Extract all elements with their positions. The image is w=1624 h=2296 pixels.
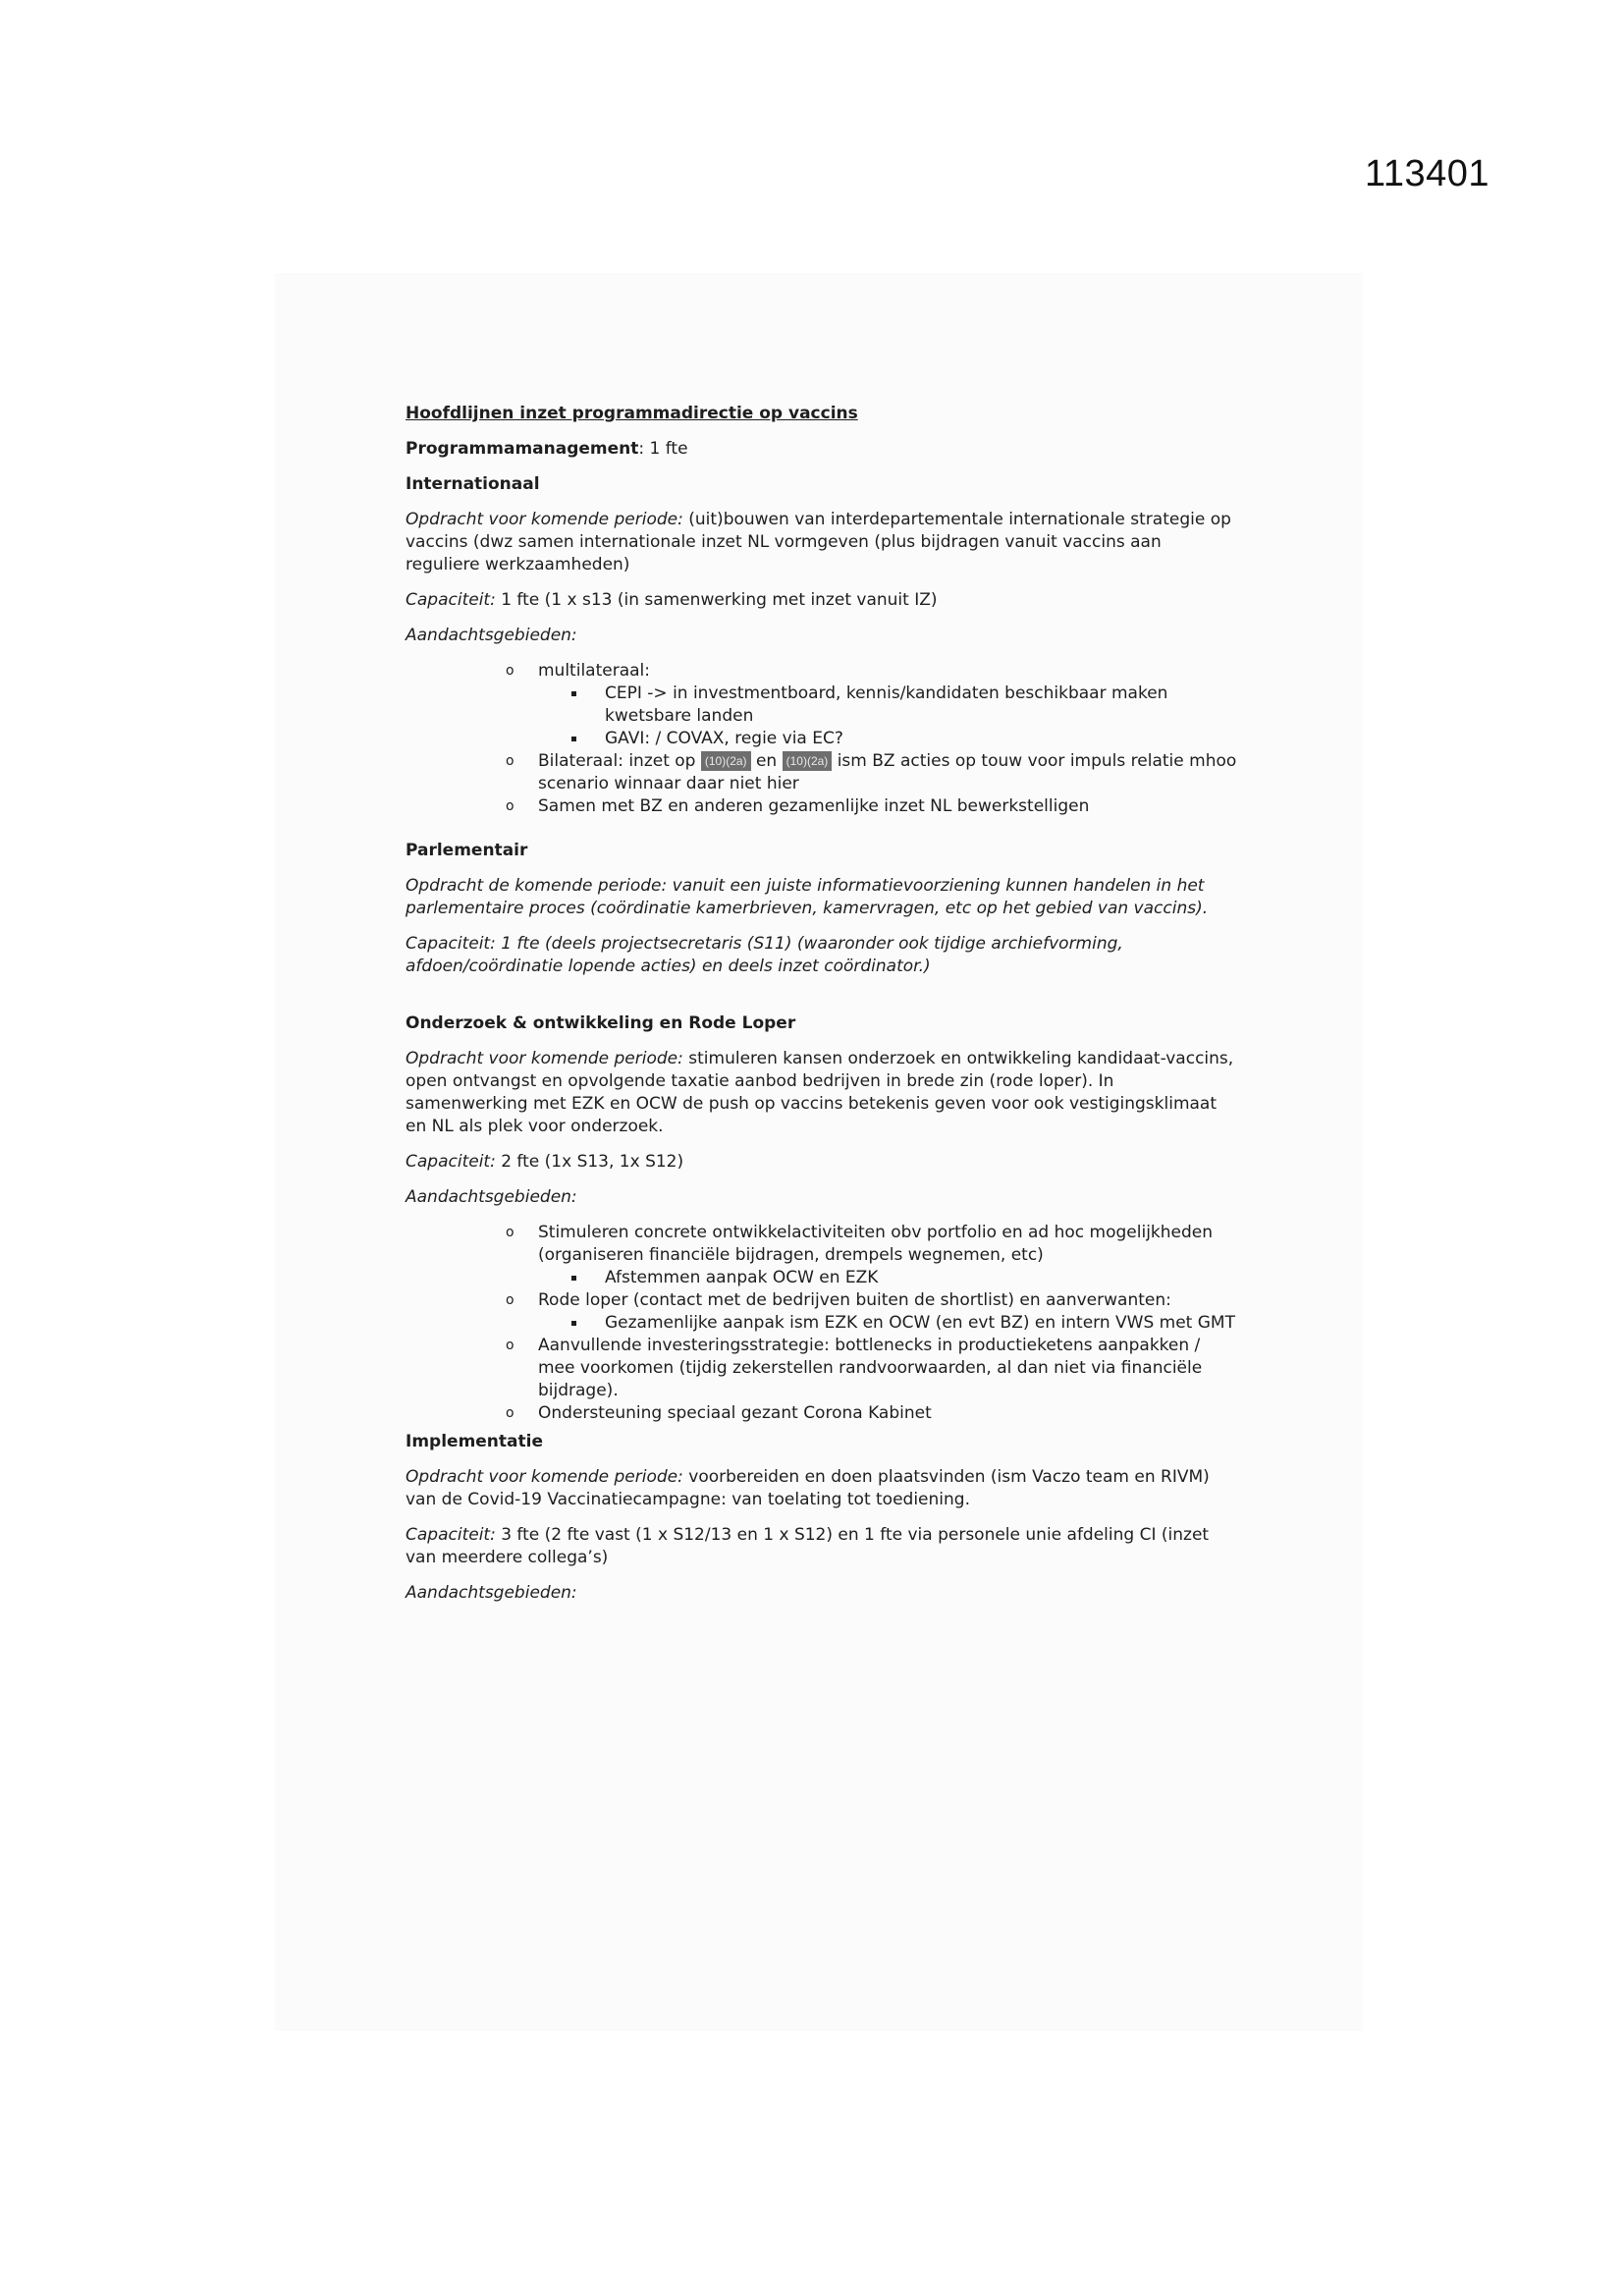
list-item [538,750,1240,795]
list-item [538,660,1240,750]
list-item: o Samen met BZ en anderen gezamenlijke inzet NL bewerkstelligen [538,795,1240,818]
internationaal-capaciteit [406,589,1240,612]
document-title: Hoofdlijnen inzet programmadirectie op vaccins [406,404,858,423]
programmamanagement-value: : 1 fte [638,439,688,459]
internationaal-opdracht [406,509,1240,576]
document-body [406,403,1240,1617]
spacer [406,818,1240,840]
internationaal-heading: Internationaal [406,474,540,494]
onderzoek-list [406,1222,1240,1425]
list-item-text: Rode loper (contact met de bedrijven buiten de shortlist) en aanverwanten: [538,1290,1171,1310]
sub-list-item: CEPI -> in investmentboard, kennis/kandidaten beschikbaar maken kwetsbare landen [605,683,1240,728]
sub-list-item: GAVI: / COVAX, regie via EC? [605,728,1240,750]
implementatie-aandacht-label [406,1582,1240,1605]
list-item-text: multilateraal: [538,661,650,681]
implementatie-opdracht [406,1466,1240,1511]
parlementair-opdracht [406,875,1240,920]
parlementair-capaciteit [406,933,1240,978]
sub-list [538,1267,1240,1289]
list-item-text: Bilateraal: inzet op [538,751,701,771]
onderzoek-heading: Onderzoek & ontwikkeling en Rode Loper [406,1013,796,1033]
opdracht-text: stimuleren kansen onderzoek en ontwikkeling kandidaat-vaccins, open ontvangst en opvolgende taxatie aanbod bedrijven in brede zin (rode loper). In samenwerking met EZK en OCW de push op vaccins betekenis geven voor ook vestigingsklimaat en NL als plek voor onderzoek. [406,1049,1234,1136]
list-item-text: en [750,751,783,771]
sub-list [538,1312,1240,1335]
implementatie-capaciteit [406,1524,1240,1569]
list-item: o Ondersteuning speciaal gezant Corona Kabinet [538,1402,1240,1425]
capaciteit-text: 1 fte (1 x s13 (in samenwerking met inzet vanuit IZ) [495,590,938,610]
aandacht-label-text: Aandachtsgebieden: [406,1187,577,1207]
redaction-box: (10)(2a) [701,751,751,771]
opdracht-label: Opdracht voor komende periode: [406,510,683,529]
capaciteit-text: 3 fte (2 fte vast (1 x S12/13 en 1 x S12) en 1 fte via personele unie afdeling CI (inzet van meerdere collega’s) [406,1525,1210,1567]
list-item-text: ism BZ acties op touw voor impuls relatie mhoo scenario winnaar daar niet hier [538,751,1237,793]
aandacht-label-text: Aandachtsgebieden: [406,1583,577,1603]
sub-list [538,683,1240,750]
aandacht-label-text: Aandachtsgebieden: [406,626,577,645]
list-item [538,1222,1240,1289]
capaciteit-label: Capaciteit: [406,590,496,610]
capaciteit-label: Capaciteit: [406,1525,496,1545]
parlementair-heading: Parlementair [406,841,528,860]
parlementair-opdracht-text: Opdracht de komende periode: vanuit een juiste informatievoorziening kunnen handelen in het parlementaire proces (coördinatie kamerbrieven, kamervragen, etc op het gebied van vaccins). [406,876,1209,918]
programmamanagement-label: Programmamanagement [406,439,639,459]
capaciteit-label: Capaciteit: [406,1152,496,1172]
opdracht-text: (uit)bouwen van interdepartementale internationale strategie op vaccins (dwz samen internationale inzet NL vormgeven (plus bijdragen vanuit vaccins aan reguliere werkzaamheden) [406,510,1231,574]
redaction-box: (10)(2a) [783,751,833,771]
opdracht-text: voorbereiden en doen plaatsvinden (ism Vaczo team en RIVM) van de Covid-19 Vaccinatiecampagne: van toelating tot toediening. [406,1467,1210,1509]
list-item [538,1289,1240,1335]
implementatie-heading: Implementatie [406,1432,543,1451]
internationaal-aandacht-label [406,625,1240,647]
onderzoek-capaciteit [406,1151,1240,1174]
spacer [406,991,1240,1012]
capaciteit-text: 2 fte (1x S13, 1x S12) [495,1152,684,1172]
parlementair-capaciteit-text: Capaciteit: 1 fte (deels projectsecretaris (S11) (waaronder ook tijdige archiefvorming, afdoen/coördinatie lopende acties) en deels inzet coördinator.) [406,934,1123,976]
list-item: o Aanvullende investeringsstrategie: bottlenecks in productieketens aanpakken / mee voorkomen (tijdig zekerstellen randvoorwaarden, al dan niet via financiële bijdrage). [538,1335,1240,1402]
programmamanagement-line [406,438,1240,461]
opdracht-label: Opdracht voor komende periode: [406,1467,683,1487]
onderzoek-opdracht [406,1048,1240,1138]
internationaal-list [406,660,1240,818]
sub-list-item: Afstemmen aanpak OCW en EZK [605,1267,1240,1289]
page-number: 113401 [1365,153,1489,194]
list-item-text: Stimuleren concrete ontwikkelactiviteiten obv portfolio en ad hoc mogelijkheden (organiseren financiële bijdragen, drempels wegnemen, etc) [538,1223,1214,1265]
opdracht-label: Opdracht voor komende periode: [406,1049,683,1068]
sub-list-item: Gezamenlijke aanpak ism EZK en OCW (en evt BZ) en intern VWS met GMT [605,1312,1240,1335]
onderzoek-aandacht-label [406,1186,1240,1209]
